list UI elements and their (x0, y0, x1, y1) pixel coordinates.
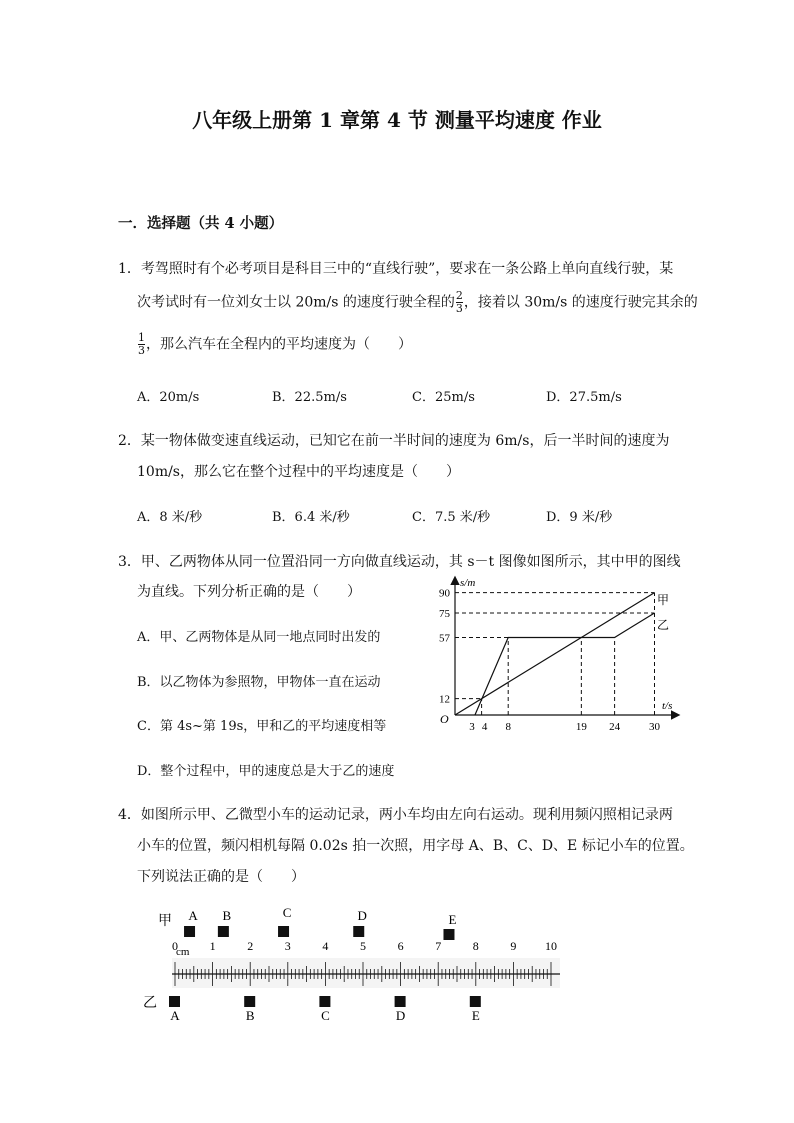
fraction-two-thirds (456, 290, 463, 315)
ruler-number: 4 (322, 939, 329, 953)
q3-option-b: B．以乙物体为参照物，甲物体一直在运动 (137, 675, 381, 690)
car-yi-label: E (471, 1008, 480, 1023)
q1-line3-text: ，那么汽车在全程内的平均速度为（ ） (146, 336, 412, 353)
q2-line1: 2．某一物体做变速直线运动，已知它在前一半时间的速度为 6m/s，后一半时间的速度为 (118, 433, 670, 449)
fraction-one-third (138, 332, 145, 357)
x-tick-label: 30 (649, 721, 660, 733)
section-heading: 一．选择题（共 4 小题） (118, 215, 284, 232)
ruler-figure (140, 900, 580, 1030)
q1-option-a: A．20m/s (137, 390, 200, 405)
fraction-denominator: 3 (138, 344, 145, 357)
q4-line2: 小车的位置，频闪相机每隔 0.02s 拍一次照，用字母 A、B、C、D、E 标记小车的位置。 (137, 838, 694, 854)
ruler-number: 0 (172, 939, 178, 953)
x-tick-label: 3 (469, 721, 475, 733)
car-yi-marker (244, 996, 255, 1007)
y-tick-label: 90 (439, 587, 450, 600)
car-yi-marker (395, 996, 406, 1007)
ruler-numbers (172, 939, 557, 953)
fraction-numerator: 1 (138, 331, 145, 344)
q3-option-d: D．整个过程中，甲的速度总是大于乙的速度 (137, 764, 395, 779)
q2-line2: 10m/s，那么它在整个过程中的平均速度是（ ） (137, 464, 460, 480)
y-tick-label: 75 (439, 608, 450, 620)
q3-option-a: A．甲、乙两物体是从同一地点同时出发的 (137, 630, 381, 645)
ruler-number: 3 (284, 939, 291, 953)
car-yi-label: A (170, 1008, 180, 1023)
page-title: 八年级上册第 1 章第 4 节 测量平均速度 作业 (192, 108, 602, 132)
label-jia: 甲 (158, 914, 172, 929)
q3-line2: 为直线。下列分析正确的是（ ） (137, 584, 361, 600)
q4-line3: 下列说法正确的是（ ） (137, 869, 305, 885)
car-jia-positions (184, 905, 456, 940)
q1-line1: 1．考驾照时有个必考项目是科目三中的“直线行驶”，要求在一条公路上单向直线行驶，某 (118, 261, 674, 277)
series-label-jia: 甲 (657, 593, 670, 607)
q3-line1: 3．甲、乙两物体从同一位置沿同一方向做直线运动，其 s－t 图像如图所示，其中甲的图线 (118, 554, 681, 570)
q3-option-c: C．第 4s~第 19s，甲和乙的平均速度相等 (137, 719, 387, 734)
x-tick-label: 4 (481, 721, 488, 733)
q4-line1: 4．如图所示甲、乙微型小车的运动记录，两小车均由左向右运动。现利用频闪照相记录两 (118, 807, 673, 823)
label-yi: 乙 (143, 996, 157, 1011)
car-jia-marker (218, 926, 229, 937)
car-jia-label: A (188, 908, 198, 923)
ruler-number: 2 (247, 939, 254, 953)
car-yi-positions (169, 996, 481, 1023)
ruler-number: 8 (472, 939, 479, 953)
q2-option-a: A．8 米/秒 (137, 510, 203, 525)
graph-series (455, 593, 655, 715)
q1-line2a: 次考试时有一位刘女士以 20m/s 的速度行驶全程的 (137, 294, 455, 311)
q1-line3 (137, 332, 412, 357)
car-jia-marker (278, 926, 289, 937)
car-yi-label: C (321, 1008, 330, 1023)
q1-line2b: ，接着以 30m/s 的速度行驶完其余的 (463, 294, 698, 311)
y-tick-label: 12 (439, 693, 450, 706)
ruler-number: 6 (397, 939, 404, 953)
q2-option-d: D．9 米/秒 (546, 510, 613, 525)
ruler-number: 5 (360, 939, 366, 953)
ruler-number: 7 (435, 939, 442, 953)
series-label-yi: 乙 (657, 618, 670, 632)
car-yi-marker (470, 996, 481, 1007)
series-jia-line (455, 593, 655, 715)
car-yi-label: D (395, 1008, 406, 1023)
car-jia-label: D (357, 908, 367, 923)
x-tick-label: 8 (505, 721, 511, 733)
unit-label: cm (176, 946, 190, 958)
car-jia-marker (184, 926, 195, 937)
y-tick-label: 57 (439, 632, 450, 645)
ruler-number: 9 (510, 939, 517, 953)
x-tick-label: 24 (609, 721, 621, 733)
car-yi-label: B (245, 1008, 255, 1023)
fraction-numerator: 2 (455, 289, 463, 302)
q1-line2 (137, 290, 698, 315)
car-jia-label: B (222, 908, 232, 923)
car-yi-marker (319, 996, 330, 1007)
car-jia-marker (353, 926, 364, 937)
car-jia-marker (443, 929, 454, 940)
series-yi-line (475, 613, 655, 715)
ruler-number: 1 (209, 939, 216, 953)
x-tick-label: 19 (575, 721, 587, 733)
car-jia-label: C (282, 905, 292, 920)
q2-option-b: B．6.4 米/秒 (272, 510, 350, 525)
st-graph (420, 570, 690, 745)
car-jia-label: E (448, 912, 457, 927)
q2-option-c: C．7.5 米/秒 (412, 510, 491, 525)
x-axis-label: t/s (662, 700, 673, 712)
q1-option-b: B．22.5m/s (272, 390, 347, 405)
ruler-number: 10 (545, 939, 557, 953)
q1-option-d: D．27.5m/s (546, 390, 622, 405)
car-yi-marker (169, 996, 180, 1007)
fraction-denominator: 3 (455, 302, 463, 315)
q1-option-c: C．25m/s (412, 390, 475, 405)
y-axis-label: s/m (460, 577, 476, 589)
origin-label: O (440, 712, 449, 726)
